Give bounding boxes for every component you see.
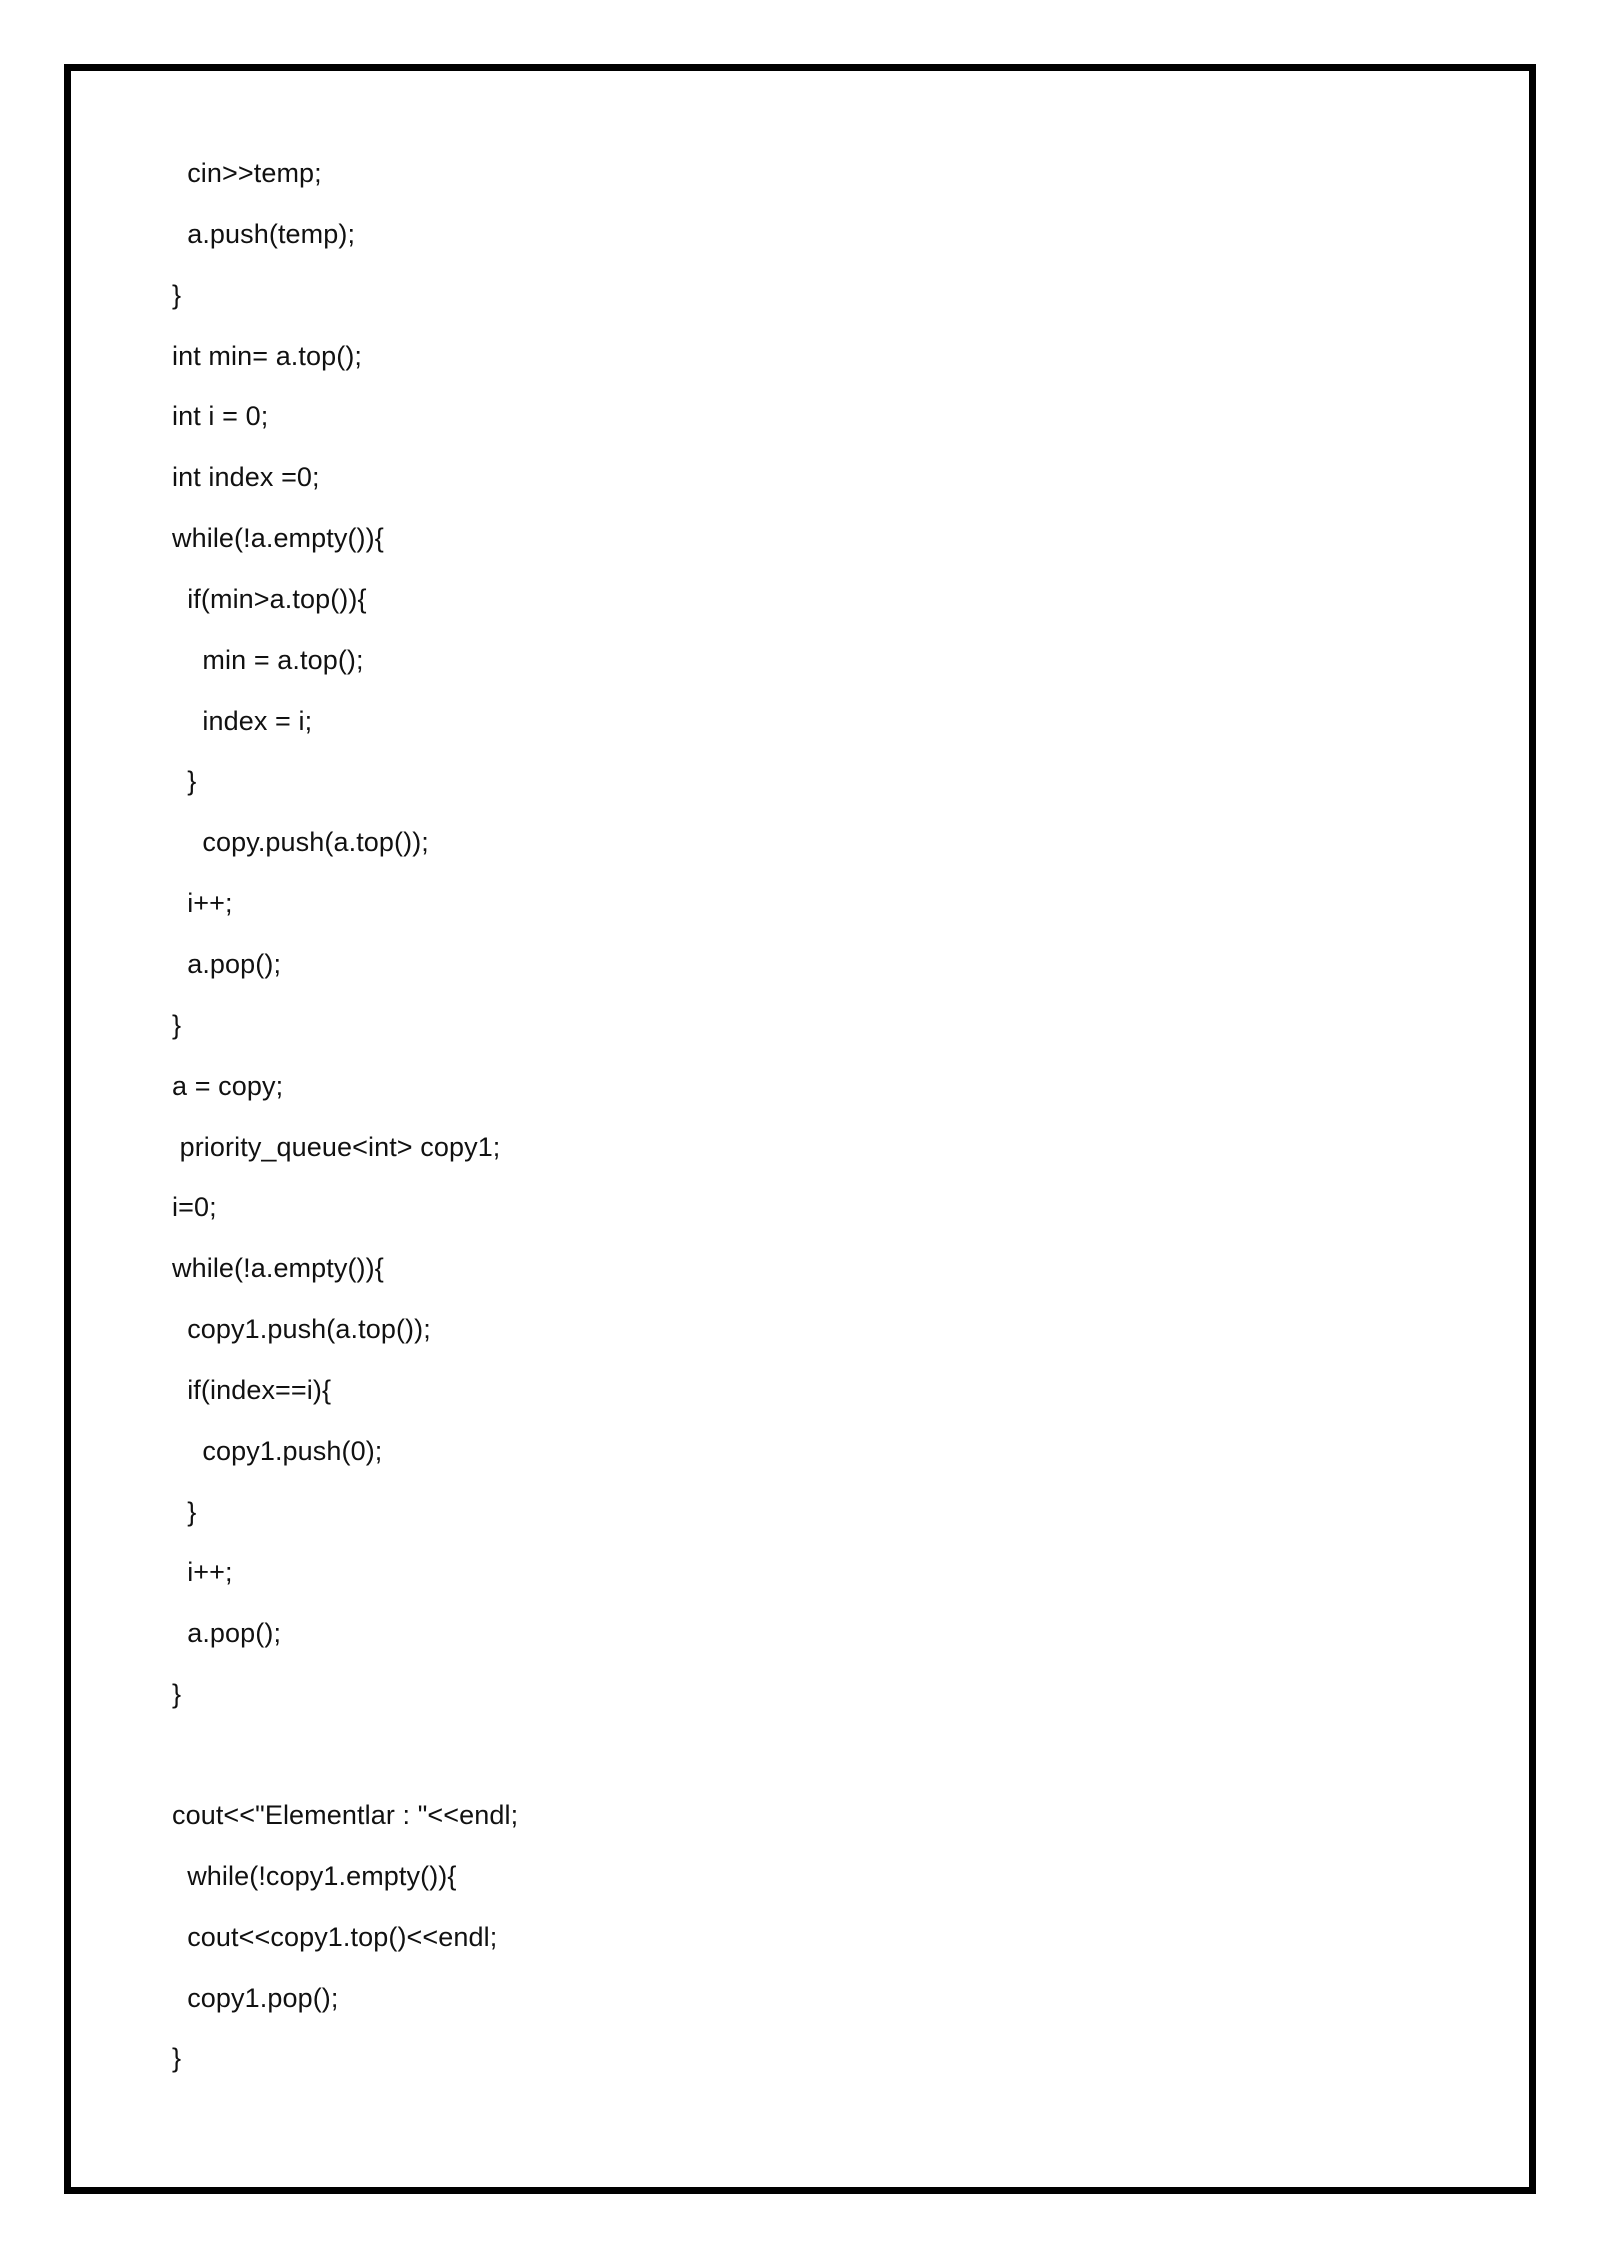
code-line: a = copy;: [172, 1071, 284, 1101]
code-line: copy1.push(0);: [172, 1436, 383, 1466]
code-line: a.push(temp);: [172, 219, 356, 249]
code-line: cout<<"Elementlar : "<<endl;: [172, 1800, 519, 1830]
code-line: copy1.pop();: [172, 1983, 339, 2013]
code-line: }: [172, 1679, 182, 1709]
code-line: copy1.push(a.top());: [172, 1314, 431, 1344]
code-line: while(!a.empty()){: [172, 523, 384, 553]
code-line: int index =0;: [172, 462, 320, 492]
code-line: priority_queue<int> copy1;: [172, 1132, 501, 1162]
code-line: min = a.top();: [172, 645, 364, 675]
code-line: if(index==i){: [172, 1375, 332, 1405]
code-line: a.pop();: [172, 949, 282, 979]
code-listing: [71, 71, 1529, 2187]
code-line: while(!a.empty()){: [172, 1253, 384, 1283]
code-line: int i = 0;: [172, 401, 269, 431]
code-line: if(min>a.top()){: [172, 584, 367, 614]
page-border: [64, 64, 1536, 2194]
code-line: }: [172, 1497, 197, 1527]
code-line: cin>>temp;: [172, 158, 322, 188]
code-line: copy.push(a.top());: [172, 827, 429, 857]
code-line: }: [172, 280, 182, 310]
code-line: i=0;: [172, 1192, 217, 1222]
code-line: }: [172, 1010, 182, 1040]
code-line: cout<<copy1.top()<<endl;: [172, 1922, 498, 1952]
code-line: i++;: [172, 888, 233, 918]
code-line: a.pop();: [172, 1618, 282, 1648]
code-line: }: [172, 2043, 182, 2073]
code-line: int min= a.top();: [172, 341, 363, 371]
code-line: }: [172, 766, 197, 796]
code-line: index = i;: [172, 706, 313, 736]
code-line: i++;: [172, 1557, 233, 1587]
code-line: while(!copy1.empty()){: [172, 1861, 457, 1891]
